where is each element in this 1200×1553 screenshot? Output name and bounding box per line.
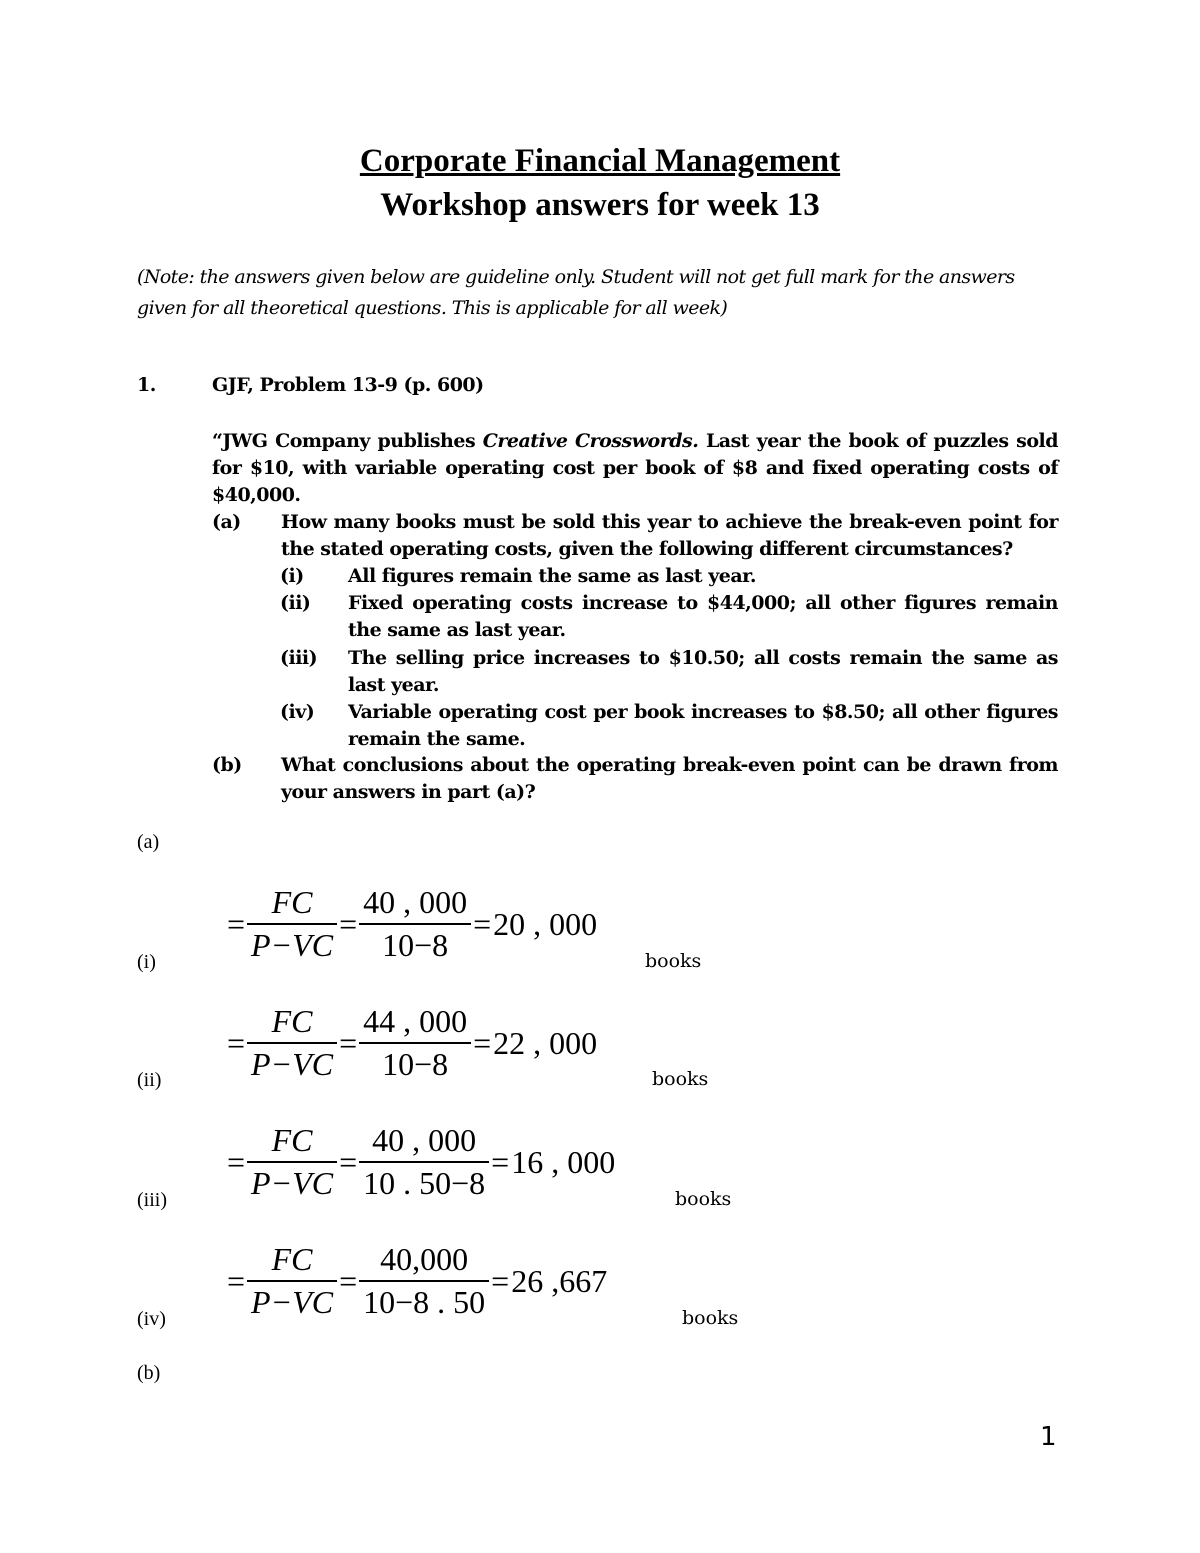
value-numerator: 40,000 <box>380 1241 469 1277</box>
formula-fraction <box>247 1241 337 1321</box>
value-fraction <box>359 1122 489 1202</box>
equals-sign: = <box>227 1024 246 1061</box>
unit-label: books <box>652 1068 709 1090</box>
formula-numerator: FC <box>271 1241 313 1277</box>
unit-label: books <box>645 950 702 972</box>
value-numerator: 40 , 000 <box>372 1122 477 1158</box>
equals-sign: = <box>491 1262 510 1299</box>
answer-section-b: (b) <box>137 1362 161 1384</box>
answer-label-iii: (iii) <box>137 1189 167 1211</box>
equals-sign: = <box>339 1262 358 1299</box>
question-intro <box>212 428 1058 509</box>
subpart-label: (ii) <box>280 592 311 614</box>
part-text: How many books must be sold this year to achieve the break-even point for the stated operating costs, given the following different circumstances? <box>281 511 1058 560</box>
equals-sign: = <box>339 1143 358 1180</box>
equation-iv <box>225 1241 607 1321</box>
unit-label: books <box>675 1188 732 1210</box>
value-denominator: 10−8 . 50 <box>359 1280 489 1321</box>
part-label: (b) <box>212 754 242 776</box>
formula-denominator: P−VC <box>247 1042 337 1083</box>
equation-result: 26 ,667 <box>511 1262 608 1299</box>
value-denominator: 10−8 <box>359 1042 471 1083</box>
part-text: What conclusions about the operating break-even point can be drawn from your answers in part (a)? <box>281 754 1058 803</box>
value-fraction <box>359 1241 489 1321</box>
subpart-label: (iii) <box>280 647 318 669</box>
unit-label: books <box>682 1307 739 1329</box>
equation-result: 16 , 000 <box>511 1143 616 1180</box>
formula-denominator: P−VC <box>247 1161 337 1202</box>
formula-numerator: FC <box>271 1003 313 1039</box>
equals-sign: = <box>473 905 492 942</box>
value-fraction <box>359 884 471 964</box>
part-label: (a) <box>212 511 241 533</box>
equals-sign: = <box>339 1024 358 1061</box>
formula-denominator: P−VC <box>247 1280 337 1321</box>
formula-numerator: FC <box>271 884 313 920</box>
value-fraction <box>359 1003 471 1083</box>
subpart-label: (iv) <box>280 701 315 723</box>
book-title: Creative Crosswords. <box>482 430 699 452</box>
guideline-note: (Note: the answers given below are guideline only. Student will not get full mark for the answers given for all theoretical questions. This is applicable for all week) <box>137 266 1015 319</box>
equals-sign: = <box>227 1262 246 1299</box>
formula-fraction <box>247 884 337 964</box>
formula-numerator: FC <box>271 1122 313 1158</box>
page-number: 1 <box>1040 1422 1057 1452</box>
intro-after: Last year the book of puzzles sold for $10, with variable operating cost per book of $8 and fixed operating costs of $40,000. <box>212 430 1058 506</box>
equals-sign: = <box>227 905 246 942</box>
formula-fraction <box>247 1122 337 1202</box>
document-title: Corporate Financial Management <box>359 143 841 179</box>
answer-section-a: (a) <box>137 831 160 853</box>
equals-sign: = <box>227 1143 246 1180</box>
question-number: 1. <box>137 374 156 396</box>
subpart-label: (i) <box>280 565 304 587</box>
equation-i <box>225 884 597 964</box>
value-denominator: 10 . 50−8 <box>359 1161 489 1202</box>
equation-ii <box>225 1003 597 1083</box>
subpart-text: Variable operating cost per book increases to $8.50; all other figures remain the same. <box>348 701 1058 750</box>
question-reference: GJF, Problem 13-9 (p. 600) <box>212 374 484 396</box>
equals-sign: = <box>339 905 358 942</box>
value-denominator: 10−8 <box>359 923 471 964</box>
answer-label-iv: (iv) <box>137 1308 166 1330</box>
subpart-text: The selling price increases to $10.50; all costs remain the same as last year. <box>348 647 1058 696</box>
equals-sign: = <box>491 1143 510 1180</box>
intro-before: “JWG Company publishes <box>212 430 483 452</box>
answer-label-ii: (ii) <box>137 1069 162 1091</box>
value-numerator: 40 , 000 <box>363 884 468 920</box>
formula-denominator: P−VC <box>247 923 337 964</box>
equation-iii <box>225 1122 615 1202</box>
subpart-text: All figures remain the same as last year. <box>348 565 757 587</box>
equation-result: 20 , 000 <box>493 905 598 942</box>
formula-fraction <box>247 1003 337 1083</box>
equals-sign: = <box>473 1024 492 1061</box>
value-numerator: 44 , 000 <box>363 1003 468 1039</box>
answer-label-i: (i) <box>137 951 156 973</box>
document-subtitle: Workshop answers for week 13 <box>380 187 820 223</box>
subpart-text: Fixed operating costs increase to $44,000; all other figures remain the same as last year. <box>348 592 1058 641</box>
equation-result: 22 , 000 <box>493 1024 598 1061</box>
